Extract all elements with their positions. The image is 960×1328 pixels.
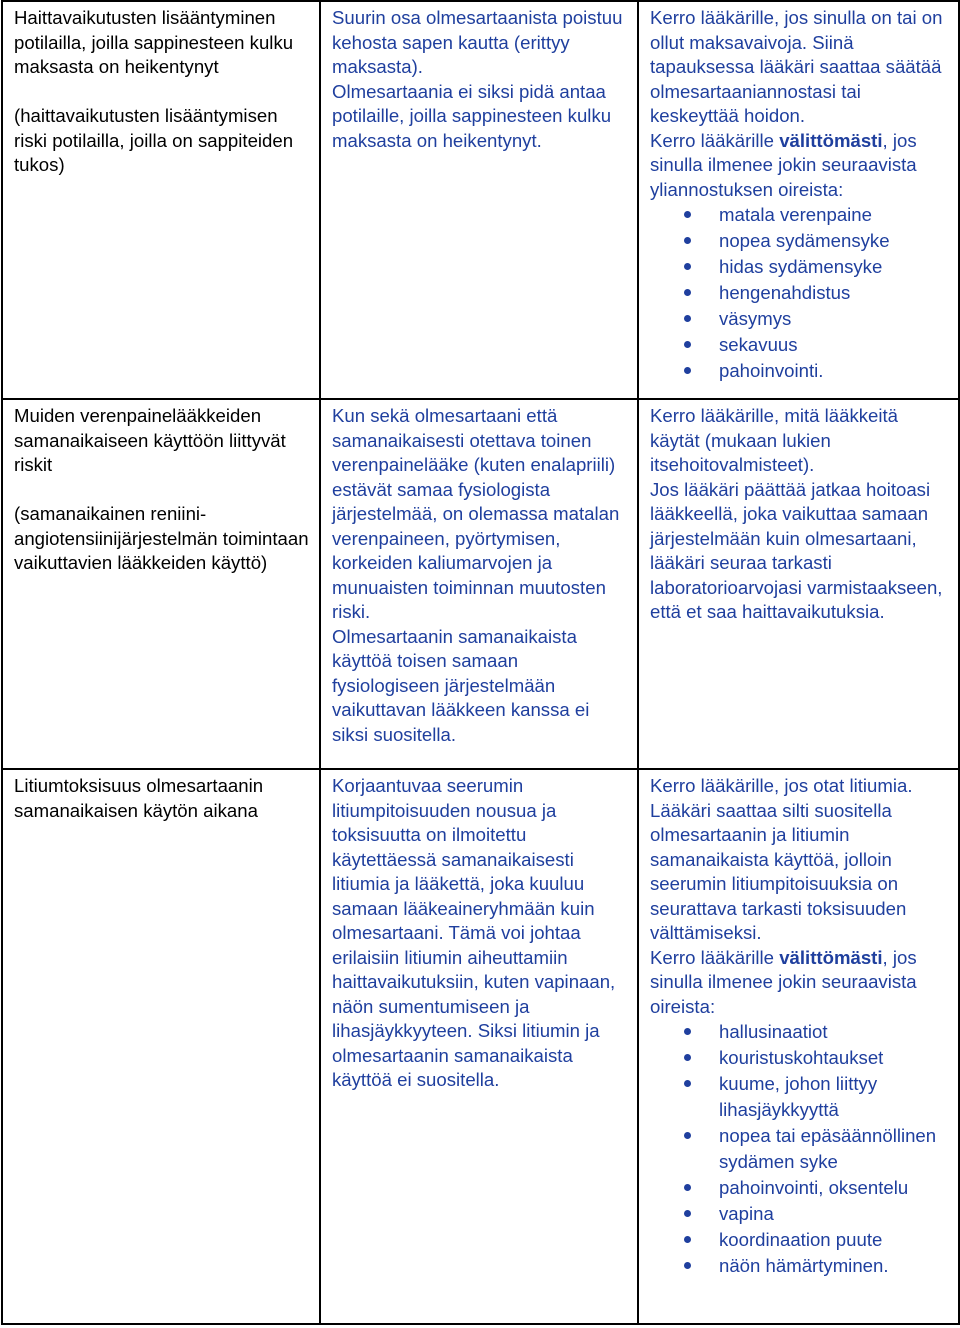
symptom-list (650, 202, 950, 384)
risk-title: Litiumtoksisuus olmesartaanin samanaikaisen käytön aikana (14, 775, 264, 821)
advice-text: , jos sinulla ilmenee jokin seuraavista oireista: (650, 946, 917, 1017)
list-item: hallusinaatiot (719, 1019, 950, 1045)
description-cell (320, 399, 638, 769)
risk-cell (2, 769, 320, 1324)
list-item: vapina (719, 1201, 950, 1227)
risk-cell (2, 1, 320, 399)
list-item: väsymys (719, 306, 950, 332)
list-item: sekavuus (719, 332, 950, 358)
list-item: koordinaation puute (719, 1227, 950, 1253)
list-item: nopea sydämensyke (719, 228, 950, 254)
list-item: nopea tai epäsäännöllinen sydämen syke (719, 1123, 950, 1175)
description-paragraph: Kun sekä olmesartaani että samanaikaisesti otettava toinen verenpainelääke (kuten enalapriili) estävät samaa fysiologista järjestelmää, on olemassa matalan verenpaineen, pyörtymisen, korkeiden kaliumarvojen ja munuaisten toiminnan muutosten riski. (332, 405, 620, 622)
list-item: näön hämärtyminen. (719, 1253, 950, 1279)
risk-subtitle: (haittavaikutusten lisääntymisen riski potilailla, joilla on sappiteiden tukos) (14, 105, 294, 175)
description-paragraph: Olmesartaania ei siksi pidä antaa potilaille, joilla sappinesteen kulku maksasta on heikentynyt. (332, 80, 612, 151)
description-paragraph: Suurin osa olmesartaanista poistuu kehosta sapen kautta (erittyy maksasta). (332, 7, 623, 77)
list-item: matala verenpaine (719, 202, 950, 228)
advice-paragraph (650, 129, 950, 203)
table-row (2, 769, 959, 1324)
advice-cell (638, 1, 959, 399)
advice-paragraph: Kerro lääkärille, jos otat litiumia. (650, 775, 913, 796)
list-item: pahoinvointi, oksentelu (719, 1175, 950, 1201)
advice-paragraph: Kerro lääkärille, mitä lääkkeitä käytät (mukaan lukien itsehoitovalmisteet). (650, 405, 899, 475)
risk-subtitle: (samanaikainen reniini-angiotensiinijärjestelmän toimintaan vaikuttavien lääkkeiden käyttö) (14, 503, 309, 573)
table-row (2, 399, 959, 769)
description-paragraph: Korjaantuvaa seerumin litiumpitoisuuden nousua ja toksisuutta on ilmoitettu käytettäessä samanaikaisesti litiumia ja lääkettä, joka kuuluu samaan lääkeaineryhmään kuin olmesartaani. Tämä voi johtaa erilaisiin litiumin aiheuttamiin haittavaikutuksiin, kuten vapinaan, näön sumentumiseen ja lihasjäykkyyteen. Siksi litiumin ja olmesartaanin samanaikaista käyttöä ei suositella. (332, 775, 616, 1090)
advice-text: Kerro lääkärille (650, 129, 780, 151)
advice-paragraph: Lääkäri saattaa silti suositella olmesartaanin ja litiumin samanaikaista käyttöä, jolloin seerumin litiumpitoisuuksia on seurattava tarkasti toksisuuden välttämiseksi. (650, 799, 907, 943)
description-cell (320, 1, 638, 399)
list-item: kouristuskohtaukset (719, 1045, 950, 1071)
emphasis-text: välittömästi (779, 129, 883, 151)
advice-paragraph: Jos lääkäri päättää jatkaa hoitoasi lääkkeellä, joka vaikuttaa samaan järjestelmään kuin olmesartaani, lääkäri seuraa tarkasti laboratorioarvojasi varmistaakseen, että et saa haittavaikutuksia. (650, 478, 943, 622)
advice-cell (638, 399, 959, 769)
risk-cell (2, 399, 320, 769)
list-item: hidas sydämensyke (719, 254, 950, 280)
symptom-list (650, 1019, 950, 1279)
description-cell (320, 769, 638, 1324)
list-item: pahoinvointi. (719, 358, 950, 384)
risk-title: Haittavaikutusten lisääntyminen potilailla, joilla sappinesteen kulku maksasta on heikentynyt (14, 7, 294, 77)
advice-cell (638, 769, 959, 1324)
list-item: hengenahdistus (719, 280, 950, 306)
advice-text: , jos sinulla ilmenee jokin seuraavista yliannostuksen oireista: (650, 129, 917, 200)
risk-title: Muiden verenpainelääkkeiden samanaikaiseen käyttöön liittyvät riskit (14, 405, 286, 475)
advice-text: Kerro lääkärille (650, 946, 780, 968)
advice-paragraph (650, 946, 950, 1020)
table-row (2, 1, 959, 399)
description-paragraph: Olmesartaanin samanaikaista käyttöä toisen samaan fysiologiseen järjestelmään vaikuttavan lääkkeen kanssa ei siksi suositella. (332, 625, 590, 745)
advice-paragraph: Kerro lääkärille, jos sinulla on tai on ollut maksavaivoja. Siinä tapauksessa lääkäri saattaa säätää olmesartaaniannostasi tai keskeyttää hoidon. (650, 7, 943, 126)
emphasis-text: välittömästi (779, 946, 883, 968)
risk-table (1, 0, 960, 1325)
list-item: kuume, johon liittyy lihasjäykkyyttä (719, 1071, 950, 1123)
